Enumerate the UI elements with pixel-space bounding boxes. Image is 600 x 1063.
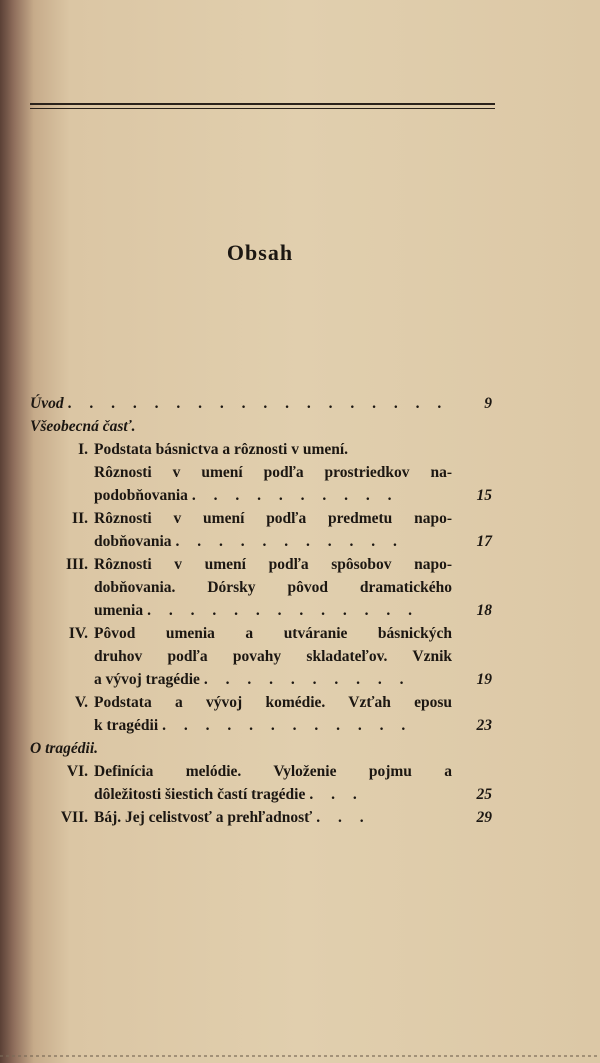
toc-entry-7 xyxy=(30,806,492,829)
toc-entry-3-cont xyxy=(30,576,492,599)
top-rule-thin xyxy=(30,108,495,109)
chapter-number: IV. xyxy=(68,625,88,642)
section-title: O tragédii. xyxy=(30,740,99,757)
chapter-number: II. xyxy=(72,510,88,527)
chapter-number: VII. xyxy=(60,809,88,826)
dot-leader: . . . . . . . . . . . . xyxy=(162,717,413,734)
section-heading-general xyxy=(30,415,492,438)
toc-entry-6-last xyxy=(30,783,492,806)
toc-entry-1-cont xyxy=(30,461,492,484)
page-number: 25 xyxy=(476,786,492,803)
entry-line: Podstata a vývoj komédie. Vzťah eposu xyxy=(94,694,452,711)
bottom-edge-perforation xyxy=(0,1055,600,1057)
table-of-contents xyxy=(30,392,492,829)
entry-line: k tragédii xyxy=(94,717,159,734)
entry-title: Úvod xyxy=(30,395,64,412)
entry-line: Pôvod umenia a utváranie básnických xyxy=(94,625,452,642)
chapter-number: I. xyxy=(78,441,88,458)
chapter-number: III. xyxy=(66,556,88,573)
page-number: 18 xyxy=(476,602,492,619)
toc-entry-5-last xyxy=(30,714,492,737)
section-title: Všeobecná časť. xyxy=(30,418,136,435)
entry-line: dobňovania xyxy=(94,533,172,550)
dot-leader: . . . . . . . . . . . xyxy=(175,533,404,550)
entry-line: Báj. Jej celistvosť a prehľadnosť xyxy=(94,809,313,826)
page-title: Obsah xyxy=(226,240,294,265)
toc-entry-1 xyxy=(30,438,492,461)
toc-entry-1-last xyxy=(30,484,492,507)
entry-line: dobňovania. Dórsky pôvod dramatického xyxy=(94,579,452,596)
page-number: 19 xyxy=(476,671,492,688)
toc-entry-4 xyxy=(30,622,492,645)
chapter-number: VI. xyxy=(66,763,88,780)
page-number: 9 xyxy=(484,395,492,412)
toc-entry-4-last xyxy=(30,668,492,691)
top-rule xyxy=(30,103,495,105)
toc-entry-6 xyxy=(30,760,492,783)
toc-entry-5 xyxy=(30,691,492,714)
page-number: 29 xyxy=(476,809,492,826)
entry-line: podobňovania xyxy=(94,487,188,504)
entry-line: dôležitosti šiestich častí tragédie xyxy=(94,786,306,803)
dot-leader: . . . . . . . . . . xyxy=(191,487,399,504)
entry-line: Rôznosti v umení podľa prostriedkov na- xyxy=(94,464,452,481)
page-number: 15 xyxy=(476,487,492,504)
entry-line: druhov podľa povahy skladateľov. Vznik xyxy=(94,648,452,665)
page-number: 23 xyxy=(476,717,492,734)
toc-entry-3 xyxy=(30,553,492,576)
dot-leader: . . . . . . . . . . . . . xyxy=(147,602,419,619)
page-number: 17 xyxy=(476,533,492,550)
entry-line: umenia xyxy=(94,602,144,619)
entry-line: Podstata básnictva a rôznosti v umení. xyxy=(94,441,349,458)
entry-line: Definícia melódie. Vyloženie pojmu a xyxy=(94,763,452,780)
section-heading-tragedy xyxy=(30,737,492,760)
entry-line: Rôznosti v umení podľa predmetu napo- xyxy=(94,510,452,527)
chapter-number: V. xyxy=(74,694,88,711)
entry-line: a vývoj tragédie xyxy=(94,671,200,688)
dot-leader: . . . . . . . . . . . . . . . . . . xyxy=(67,395,449,412)
toc-entry-4-cont xyxy=(30,645,492,668)
dot-leader: . . . xyxy=(316,809,371,826)
toc-entry-3-last xyxy=(30,599,492,622)
toc-entry-uvod xyxy=(30,392,492,415)
toc-entry-2 xyxy=(30,507,492,530)
entry-line: Rôznosti v umení podľa spôsobov napo- xyxy=(94,556,452,573)
toc-entry-2-last xyxy=(30,530,492,553)
dot-leader: . . . xyxy=(309,786,364,803)
dot-leader: . . . . . . . . . . xyxy=(203,671,411,688)
